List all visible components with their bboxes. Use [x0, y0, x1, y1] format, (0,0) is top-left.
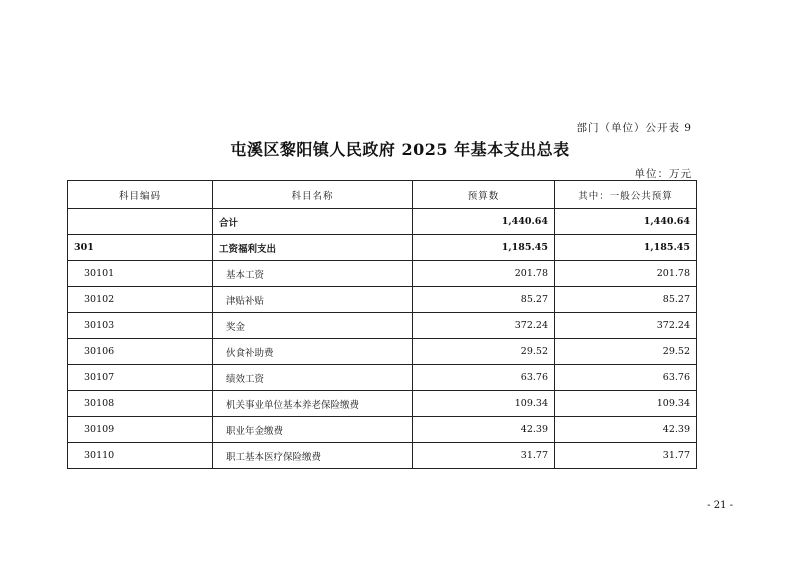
- code-cell: 30102: [68, 287, 213, 313]
- code-cell: 30107: [68, 365, 213, 391]
- general-budget-cell: 29.52: [555, 339, 697, 365]
- general-budget-cell: 372.24: [555, 313, 697, 339]
- general-budget-cell: 63.76: [555, 365, 697, 391]
- general-budget-cell: 31.77: [555, 443, 697, 469]
- column-header-code: 科目编码: [68, 181, 213, 209]
- budget-cell: 109.34: [413, 391, 555, 417]
- name-cell: 职工基本医疗保险缴费: [213, 443, 413, 469]
- name-cell: 合计: [213, 209, 413, 235]
- name-cell: 奖金: [213, 313, 413, 339]
- code-cell: [68, 209, 213, 235]
- table-row: [68, 339, 697, 365]
- unit-label: 单位：万元: [634, 168, 692, 180]
- budget-cell: 63.76: [413, 365, 555, 391]
- table-row: [68, 391, 697, 417]
- table-row: [68, 261, 697, 287]
- code-cell: 30106: [68, 339, 213, 365]
- budget-cell: 42.39: [413, 417, 555, 443]
- code-cell: 30108: [68, 391, 213, 417]
- general-budget-cell: 201.78: [555, 261, 697, 287]
- general-budget-cell: 85.27: [555, 287, 697, 313]
- name-cell: 津贴补贴: [213, 287, 413, 313]
- name-cell: 机关事业单位基本养老保险缴费: [213, 391, 413, 417]
- column-header-general-budget: 其中：一般公共预算: [555, 181, 697, 209]
- budget-cell: 85.27: [413, 287, 555, 313]
- name-cell: 基本工资: [213, 261, 413, 287]
- code-cell: 30109: [68, 417, 213, 443]
- budget-cell: 29.52: [413, 339, 555, 365]
- table-row: [68, 209, 697, 235]
- budget-cell: 31.77: [413, 443, 555, 469]
- table-row: [68, 235, 697, 261]
- general-budget-cell: 42.39: [555, 417, 697, 443]
- budget-cell: 1,440.64: [413, 209, 555, 235]
- code-cell: 30103: [68, 313, 213, 339]
- table-row: [68, 313, 697, 339]
- name-cell: 职业年金缴费: [213, 417, 413, 443]
- page-title: 屯溪区黎阳镇人民政府 2025 年基本支出总表: [230, 140, 570, 159]
- table-row: [68, 417, 697, 443]
- basic-expenditure-table: [67, 180, 697, 469]
- general-budget-cell: 109.34: [555, 391, 697, 417]
- table-row: [68, 443, 697, 469]
- general-budget-cell: 1,440.64: [555, 209, 697, 235]
- name-cell: 绩效工资: [213, 365, 413, 391]
- page-number: - 21 -: [707, 500, 733, 511]
- budget-cell: 372.24: [413, 313, 555, 339]
- budget-cell: 201.78: [413, 261, 555, 287]
- table-row: [68, 287, 697, 313]
- column-header-name: 科目名称: [213, 181, 413, 209]
- table-row: [68, 365, 697, 391]
- column-header-budget: 预算数: [413, 181, 555, 209]
- name-cell: 伙食补助费: [213, 339, 413, 365]
- document-reference: 部门（单位）公开表 9: [576, 122, 692, 134]
- table-body: [68, 209, 697, 469]
- code-cell: 301: [68, 235, 213, 261]
- code-cell: 30101: [68, 261, 213, 287]
- code-cell: 30110: [68, 443, 213, 469]
- table-header-row: [68, 181, 697, 209]
- general-budget-cell: 1,185.45: [555, 235, 697, 261]
- budget-cell: 1,185.45: [413, 235, 555, 261]
- name-cell: 工资福利支出: [213, 235, 413, 261]
